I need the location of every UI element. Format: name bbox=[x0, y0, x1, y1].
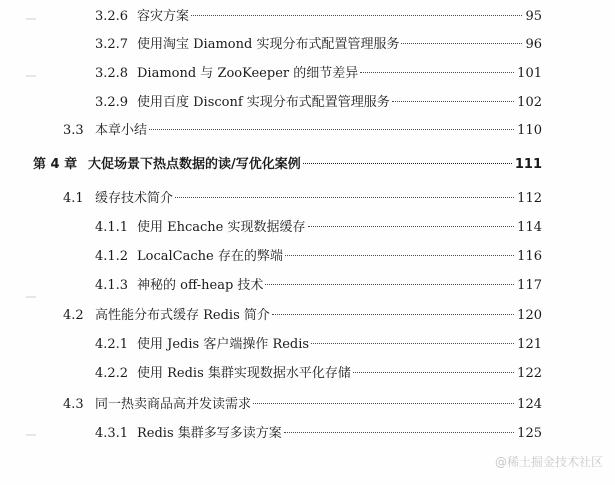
toc-entry[interactable] bbox=[0, 246, 615, 268]
toc-entry-number: 第 4 章 bbox=[33, 157, 78, 172]
toc-entry-title: Diamond 与 ZooKeeper 的细节差异 bbox=[137, 66, 359, 81]
dot-leader bbox=[191, 15, 522, 16]
toc-entry-page-number: 122 bbox=[517, 366, 542, 381]
toc-entry[interactable] bbox=[0, 63, 615, 85]
toc-entry[interactable] bbox=[0, 394, 615, 416]
toc-entry-number: 3.2.7 bbox=[95, 37, 129, 52]
toc-entry-number: 4.1.3 bbox=[95, 278, 129, 293]
toc-entry-number: 4.2 bbox=[63, 308, 84, 323]
toc-entry-number: 3.3 bbox=[63, 123, 84, 138]
toc-entry[interactable] bbox=[0, 92, 615, 114]
toc-entry[interactable] bbox=[0, 34, 615, 56]
dot-leader bbox=[360, 72, 514, 73]
dot-leader bbox=[401, 43, 522, 44]
toc-entry-number: 4.2.1 bbox=[95, 337, 129, 352]
toc-entry-page-number: 111 bbox=[514, 157, 542, 172]
toc-entry[interactable] bbox=[0, 305, 615, 327]
toc-entry-page-number: 121 bbox=[517, 337, 542, 352]
dot-leader bbox=[265, 284, 514, 285]
toc-entry-number: 3.2.9 bbox=[95, 95, 129, 110]
dot-leader bbox=[284, 432, 514, 433]
toc-entry-title: 使用 Ehcache 实现数据缓存 bbox=[137, 220, 306, 235]
toc-entry-page-number: 116 bbox=[517, 249, 542, 264]
dot-leader bbox=[175, 197, 514, 198]
toc-entry-title: 本章小结 bbox=[95, 123, 148, 138]
toc-entry[interactable] bbox=[0, 275, 615, 297]
toc-entry-page-number: 124 bbox=[517, 397, 542, 412]
toc-entry-page-number: 101 bbox=[517, 66, 542, 81]
toc-entry-page-number: 120 bbox=[517, 308, 542, 323]
toc-entry-number: 4.1.2 bbox=[95, 249, 129, 264]
toc-entry-title: 缓存技术简介 bbox=[95, 191, 174, 206]
toc-entry[interactable] bbox=[0, 217, 615, 239]
toc-entry-page-number: 110 bbox=[517, 123, 542, 138]
toc-entry-title: 同一热卖商品高并发读需求 bbox=[95, 397, 252, 412]
toc-entry-number: 3.2.8 bbox=[95, 66, 129, 81]
toc-entry-title: LocalCache 存在的弊端 bbox=[137, 249, 283, 264]
toc-entry-page-number: 114 bbox=[517, 220, 542, 235]
toc-entry-title: 使用淘宝 Diamond 实现分布式配置管理服务 bbox=[137, 37, 400, 52]
toc-entry-number: 4.2.2 bbox=[95, 366, 129, 381]
dot-leader bbox=[353, 372, 514, 373]
toc-entry-title: 使用 Redis 集群实现数据水平化存储 bbox=[137, 366, 351, 381]
toc-entry[interactable] bbox=[0, 423, 615, 445]
dot-leader bbox=[308, 226, 515, 227]
toc-entry[interactable] bbox=[0, 6, 615, 28]
toc-entry-page-number: 117 bbox=[517, 278, 542, 293]
toc-entry-title: 使用 Jedis 客户端操作 Redis bbox=[137, 337, 310, 352]
toc-entry-number: 4.1 bbox=[63, 191, 84, 206]
toc-entry-number: 4.3.1 bbox=[95, 426, 129, 441]
toc-entry-page-number: 112 bbox=[517, 191, 542, 206]
toc-entry-page-number: 102 bbox=[517, 95, 542, 110]
toc-entry-title: 使用百度 Disconf 实现分布式配置管理服务 bbox=[137, 95, 390, 110]
toc-entry-title: 容灾方案 bbox=[137, 9, 190, 24]
toc-entry-title: 高性能分布式缓存 Redis 简介 bbox=[95, 308, 270, 323]
toc-entry[interactable] bbox=[0, 120, 615, 142]
toc-entry-title: Redis 集群多写多读方案 bbox=[137, 426, 282, 441]
dot-leader bbox=[303, 163, 512, 164]
dot-leader bbox=[272, 314, 514, 315]
dot-leader bbox=[149, 129, 514, 130]
dot-leader bbox=[311, 343, 514, 344]
toc-entry-number: 4.3 bbox=[63, 397, 84, 412]
dot-leader bbox=[253, 403, 514, 404]
toc-entry[interactable] bbox=[0, 334, 615, 356]
toc-entry-title: 神秘的 off-heap 技术 bbox=[137, 278, 264, 293]
watermark: @稀土掘金技术社区 bbox=[494, 455, 603, 469]
toc-entry-page-number: 125 bbox=[517, 426, 542, 441]
toc-entry-page-number: 96 bbox=[525, 37, 542, 52]
dot-leader bbox=[285, 255, 514, 256]
dot-leader bbox=[392, 101, 514, 102]
toc-entry-title: 大促场景下热点数据的读/写优化案例 bbox=[88, 157, 301, 172]
toc-entry-number: 4.1.1 bbox=[95, 220, 129, 235]
toc-entry-number: 3.2.6 bbox=[95, 9, 129, 24]
toc-entry[interactable] bbox=[0, 363, 615, 385]
toc-entry[interactable] bbox=[0, 154, 615, 176]
toc-entry-page-number: 95 bbox=[525, 9, 542, 24]
toc-entry[interactable] bbox=[0, 188, 615, 210]
